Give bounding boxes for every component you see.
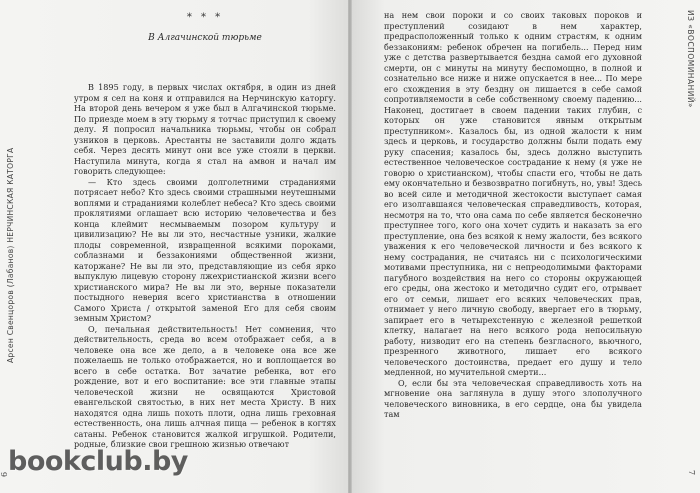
left-running-head: Арсен Свенцоров (Лабанов) НЕРЧИНСКАЯ КАТОРГА — [6, 147, 15, 363]
left-body-text — [74, 82, 336, 468]
left-page-number: 6 — [0, 471, 10, 478]
right-paragraph: О, если бы эта человеческая справедливость хоть на мгновение она заглянула в душу этого злополучного человеческого виновника, в его сердце, она бы увидела там — [384, 377, 642, 419]
right-paragraph: на нем свои пороки и со своих таковых пороков и преступлений созидают в нем характер, предрасположенный только к одним страстям, к одним беззакониям: ребенок обречен на погибель... Перед ним уже с детства развертывается бездна самой его духовной смерти, он с минуты на минуту беспомощно, в полной и сознательно все ниже и ниже опускается в нее... По мере его схождения в эту бездну он лишается в себе самой сопротивляемости в себе собственному своему падению... Наконец, достигает в своем падении таких глубин, с которых он уже становится явным открытым преступником». Казалось бы, из одной жалости к ним здесь и церковь, и государство должны были подать ему руку спасения; казалось бы, здесь должно выступить естественное человеческое сострадание к нему (я уже не говорю о христианском), чтобы спасти его, чтобы не дать ему окончательно и безвозвратно погибнуть, но, увы! Здесь во всей силе и методичной жестокости выступает самая его изолгавшаяся человеческая справедливость, которая, несмотря на то, что она сама по себе является бесконечно преступнее того, кого она хочет судить и наказать за его преступление, она без всякой к нему жалости, без всякого уважения к его человеческой личности и без всякого к нему сострадания, не считаясь ни с психологическими мотивами преступника, ни с непреодолимыми факторами пагубного воздействия на него со стороны окружающей его среды, она жестоко и методично судит его, отрывает его от семьи, лишает его всяких человеческих прав, отнимает у него личную свободу, ввергает его в тюрьму, запирает его в четырехстенную с железной решеткой клетку, налагает на него всякого рода непосильную работу, низводит его на степень безгласного, вьючного, презренного животного, лишает его всякого человеческого достоинства, предает его душу и тело медленной, но мучительной смерти... — [384, 10, 642, 377]
right-body-text — [384, 10, 642, 480]
watermark-logo: bookclub.by — [8, 446, 188, 477]
left-paragraph: О, печальная действительность! Нет сомнения, что действительность, среда во всем отображает себя, а в человеке она все же дело, а в человеке она все же пожелаешь не только отображается, но и воплощается во всего в себе остатка. Вот зачатие ребенка, вот его рождение, вот и его воспитание: все эти главные этапы человеческой жизни не освящаются Христовой евангельской святостью, в них нет места Христу. В них находятся одна лишь похоть плоти, одна лишь греховная естественность, она лишь алчная пища — ребенок в когтях сатаны. Ребенок становится жалкой игрушкой. Родители, родные, близкие свои грешною жизнью отвечают — [74, 323, 336, 449]
left-paragraph: — Кто здесь своими долголетними страданиями потрясает небо? Кто здесь своими страшными неутешными воплями и страданиями колеблет небеса? Кто здесь своими проклятиями оглашает всю историю человечества и без конца клеймит несмываемым позором культуру и цивилизацию? Не вы ли это, несчастные узники, жалкие плоды современной, извращенной всякими пороками, соблазнами и беззакониями общественной жизни, каторжане? Не вы ли это, представляющие из себя ярко выпуклую лицевую сторону лжехристианской жизни всего христианского мира? Не вы ли это, верные показатели постыдного неверия всего христианства в отношении Самого Христа / открытой заменой Его для себя своим земным Христом? — [74, 176, 336, 323]
right-page-number: 7 — [686, 469, 696, 476]
right-running-head: ИЗ «ВОСПОМИНАНИЙ» — [686, 10, 695, 109]
left-paragraph: В 1895 году, в первых числах октября, в один из дней утром я сел на коня и отправился на Нерчинскую каторгу. На второй день вечером я уже был в Алгачинской тюрьме. По приезде моем в эту тюрьму я тотчас приступил к своему делу. Я попросил начальника тюрьмы, чтобы он собрал узников в церковь. Арестанты не заставили долго ждать себя. Через десять минут они все уже стояли в церкви. Наступила минута, когда я стал на амвон и начал им говорить следующее: — [74, 82, 336, 176]
right-page — [350, 0, 700, 493]
section-title: В Алгачинской тюрьме — [148, 33, 262, 43]
section-stars: * * * — [186, 12, 224, 23]
book-gutter — [348, 0, 352, 493]
